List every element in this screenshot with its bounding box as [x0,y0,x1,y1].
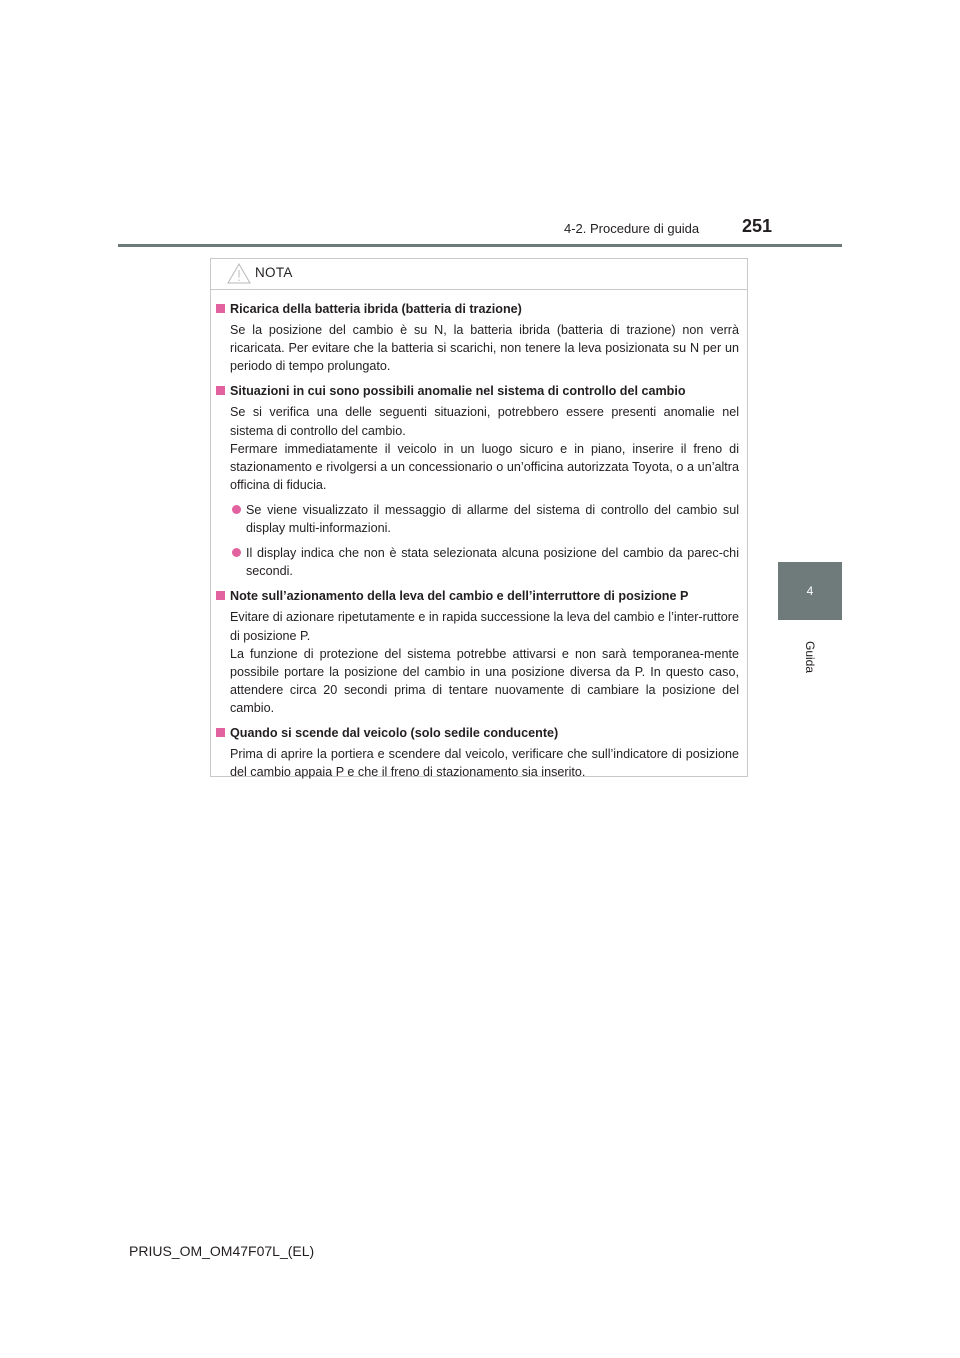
square-bullet-icon [216,386,225,395]
square-bullet-icon [216,304,225,313]
nota-body [211,290,747,781]
warning-triangle-icon [227,263,251,284]
nota-header [211,259,747,290]
header-rule [118,244,842,247]
page-number: 251 [742,216,773,236]
square-bullet-icon [216,591,225,600]
section-title-text: Quando si scende dal veicolo (solo sedile conducente) [230,725,559,740]
paragraph: Se la posizione del cambio è su N, la batteria ibrida (batteria di trazione) non verrà ricaricata. Per evitare che la batteria si scarichi, non tenere la leva posizionata su N per un periodo di tempo prolungato. [230,323,739,374]
section-title [216,300,739,318]
paragraph: Se si verifica una delle seguenti situazioni, potrebbero essere presenti anomalie nel sistema di controllo del cambio. [230,405,739,438]
square-bullet-icon [216,728,225,737]
section-title [216,587,739,605]
chapter-tab-number: 4 [806,584,814,598]
chapter-tab [778,562,842,620]
circle-bullet-icon [232,505,241,514]
nota-title: NOTA [255,265,293,280]
paragraph: La funzione di protezione del sistema potrebbe attivarsi e non sarà temporanea-mente possibile portare la posizione del cambio in una posizione diversa da P. In questo caso, attendere circa 20 secondi prima di tentare nuovamente di cambiare la posizione del cambio. [230,646,739,715]
section-title-text: Ricarica della batteria ibrida (batteria di trazione) [230,302,522,316]
circle-bullet-icon [232,548,241,557]
list-item-text: Il display indica che non è stata selezionata alcuna posizione del cambio da parec-chi secondi. [246,546,739,579]
section-title-text: Situazioni in cui sono possibili anomalie nel sistema di controllo del cambio [230,384,686,399]
section-title [216,382,739,400]
paragraph: Prima di aprire la portiera e scendere dal veicolo, verificare che sull’indicatore di posizione del cambio appaia P e che il freno di stazionamento sia inserito. [230,747,739,780]
nota-box [210,258,748,780]
header-section-title: 4-2. Procedure di guida [564,221,700,236]
section-title [216,724,739,742]
paragraph: Evitare di azionare ripetutamente e in rapida successione la leva del cambio e l’inter-ruttore di posizione P. [230,610,739,643]
document-code: PRIUS_OM_OM47F07L_(EL) [129,1243,315,1259]
chapter-tab-label: Guida [803,640,817,674]
list-item [216,501,739,537]
list-item-text: Se viene visualizzato il messaggio di allarme del sistema di controllo del cambio sul display multi-informazioni. [246,502,739,536]
section-title-text: Note sull’azionamento della leva del cambio e dell’interruttore di posizione P [230,589,689,604]
list-item [216,544,739,580]
paragraph: Fermare immediatamente il veicolo in un luogo sicuro e in piano, inserire il freno di stazionamento e rivolgersi a un concessionario o un’officina autorizzata Toyota, o a un’altra officina di fiducia. [230,441,739,492]
